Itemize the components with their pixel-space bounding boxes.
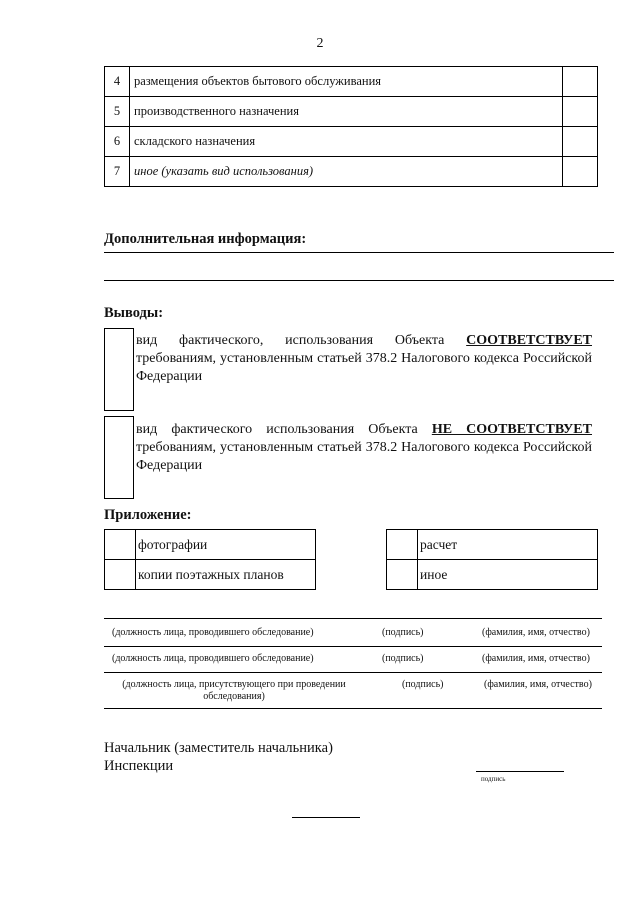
appendix-right-table xyxy=(386,529,598,590)
row-checkbox[interactable] xyxy=(563,157,598,187)
conclusion-1-checkbox[interactable] xyxy=(104,328,134,411)
row-number: 5 xyxy=(105,97,130,127)
name-caption: (фамилия, имя, отчество) xyxy=(484,679,592,690)
page-number: 2 xyxy=(316,36,324,51)
table-row xyxy=(105,530,316,560)
row-checkbox[interactable] xyxy=(563,97,598,127)
row-checkbox[interactable] xyxy=(563,67,598,97)
additional-info-line-1[interactable] xyxy=(104,252,614,253)
usage-table xyxy=(104,66,598,187)
chief-signature-line[interactable] xyxy=(476,771,564,772)
row-text: складского назначения xyxy=(130,127,563,157)
chief-signature-caption: подпись xyxy=(481,775,506,783)
table-row xyxy=(105,127,598,157)
table-row xyxy=(387,530,598,560)
signature-line-1[interactable] xyxy=(104,618,602,619)
appendix-item: копии поэтажных планов xyxy=(136,560,316,590)
chief-title: Начальник (заместитель начальника) Инспекции xyxy=(104,740,333,774)
table-row xyxy=(105,67,598,97)
conclusion-2-checkbox[interactable] xyxy=(104,416,134,499)
appendix-checkbox[interactable] xyxy=(387,560,418,590)
row-text: иное (указать вид использования) xyxy=(130,157,563,187)
name-caption: (фамилия, имя, отчество) xyxy=(482,627,590,638)
signature-caption: (подпись) xyxy=(382,653,424,664)
conclusion-2-text: вид фактического использования Объекта НЕ СООТВЕТСТВУЕТ требованиям, установленным статьей 378.2 Налогового кодекса Российской Федерации xyxy=(136,422,592,473)
table-row xyxy=(105,560,316,590)
signature-line-3[interactable] xyxy=(104,672,602,673)
appendix-left-table xyxy=(104,529,316,590)
position-caption: (должность лица, проводившего обследование) xyxy=(112,653,314,664)
name-caption: (фамилия, имя, отчество) xyxy=(482,653,590,664)
row-number: 7 xyxy=(105,157,130,187)
row-number: 6 xyxy=(105,127,130,157)
signature-line-4[interactable] xyxy=(104,708,602,709)
additional-info-heading: Дополнительная информация: xyxy=(104,231,307,247)
signature-line-2[interactable] xyxy=(104,646,602,647)
row-checkbox[interactable] xyxy=(563,127,598,157)
row-text: размещения объектов бытового обслуживания xyxy=(130,67,563,97)
conclusion-1-text: вид фактического, использования Объекта СООТВЕТСТВУЕТ требованиям, установленным статьей 378.2 Налогового кодекса Российской Федерации xyxy=(136,333,592,384)
additional-info-line-2[interactable] xyxy=(104,280,614,281)
position-caption: (должность лица, присутствующего при проведении обследования) xyxy=(122,679,346,702)
appendix-item: расчет xyxy=(418,530,598,560)
table-row xyxy=(387,560,598,590)
bottom-short-line xyxy=(292,817,360,818)
appendix-heading: Приложение: xyxy=(104,507,192,523)
appendix-item: иное xyxy=(418,560,598,590)
conclusions-heading: Выводы: xyxy=(104,305,164,321)
appendix-item: фотографии xyxy=(136,530,316,560)
signature-caption: (подпись) xyxy=(382,627,424,638)
position-caption: (должность лица, проводившего обследование) xyxy=(112,627,314,638)
appendix-checkbox[interactable] xyxy=(105,560,136,590)
appendix-checkbox[interactable] xyxy=(387,530,418,560)
table-row xyxy=(105,97,598,127)
table-row xyxy=(105,157,598,187)
row-text: производственного назначения xyxy=(130,97,563,127)
signature-caption: (подпись) xyxy=(402,679,444,690)
appendix-checkbox[interactable] xyxy=(105,530,136,560)
row-number: 4 xyxy=(105,67,130,97)
